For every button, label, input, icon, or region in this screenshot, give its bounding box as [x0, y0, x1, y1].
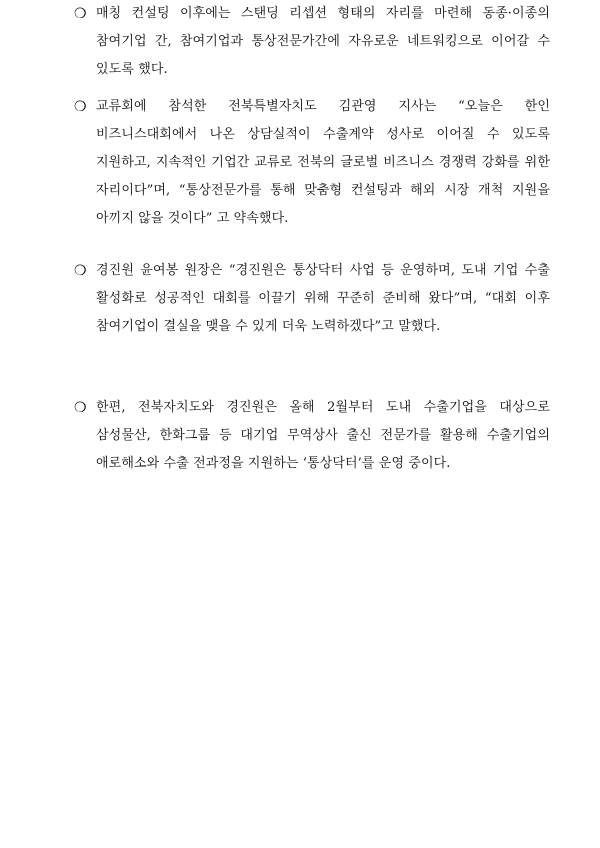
paragraph-text: 매칭 컨설팅 이후에는 스탠딩 리셉션 형태의 자리를 마련해 동종·이종의 참여기업 간, 참여기업과 통상전문가간에 자유로운 네트워킹으로 이어갈 수 있도록 했다. [96, 6, 550, 77]
paragraph-text: 교류회에 참석한 전북특별자치도 김관영 지사는 “오늘은 한인 비즈니스대회에서 나온 상담실적이 수출계약 성사로 이어질 수 있도록 지원하고, 지속적인 기업간 교류로 전북의 글로벌 비즈니스 경쟁력 강화를 위한 자리이다”며, “통상전문가를 통해 맞춤형 컨설팅과 해외 시장 개척 지원을 아끼지 않을 것이다” 고 약속했다. [96, 99, 550, 226]
bullet-paragraph [74, 394, 550, 478]
paragraph-text: 한편, 전북자치도와 경진원은 올해 2월부터 도내 수출기업을 대상으로 삼성물산, 한화그룹 등 대기업 무역상사 출신 전문가를 활용해 수출기업의 애로해소와 수출 전과정을 지원하는 ‘통상닥터’를 운영 중이다. [96, 400, 550, 471]
circle-bullet-icon: ❍ [74, 6, 87, 22]
paragraph-text: 경진원 윤여봉 원장은 “경진원은 통상닥터 사업 등 운영하며, 도내 기업 수출 활성화로 성공적인 대회를 이끌기 위해 꾸준히 준비해 왔다”며, “대회 이후 참여기업이 결실을 맺을 수 있게 더욱 노력하겠다”고 말했다. [96, 263, 550, 334]
circle-bullet-icon: ❍ [74, 99, 87, 115]
circle-bullet-icon: ❍ [74, 263, 87, 279]
bullet-paragraph [74, 0, 550, 84]
bullet-paragraph [74, 93, 550, 233]
bullet-paragraph [74, 257, 550, 341]
circle-bullet-icon: ❍ [74, 400, 87, 416]
